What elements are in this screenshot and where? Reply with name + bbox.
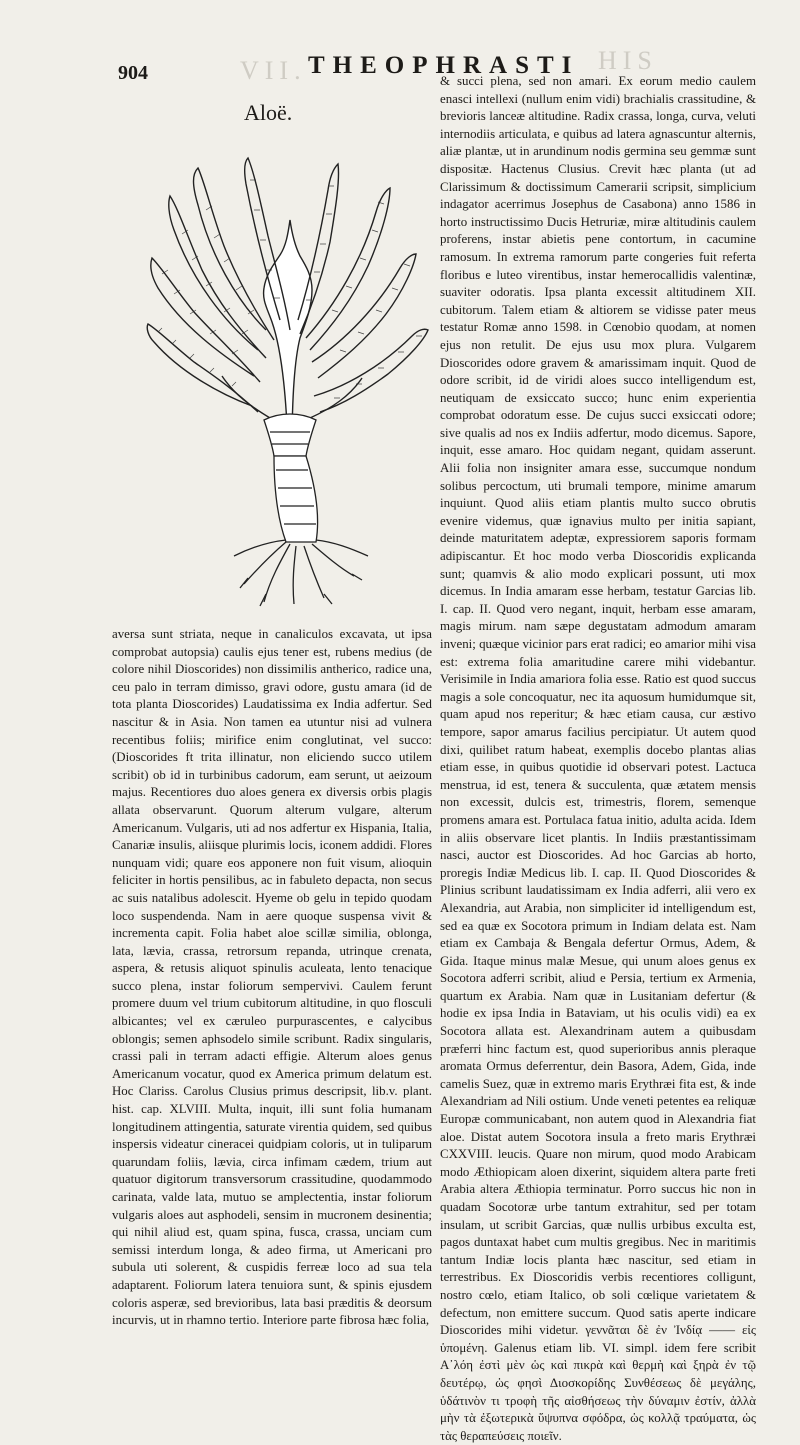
page-number: 904 xyxy=(118,62,148,84)
paragraph: & succi plena, sed non amari. Ex eorum medio caulem enasci intellexi (nullum enim vidi) brachialis crassitudine, & brevioris lanceæ altitudine. Radix crassa, longa, curva, veluti internodiis articulata, e quibus ad latera agnascuntur alternis, aliæ plantæ, ut in arundinum nodis germina seu gemmæ sunt dispositæ. Hactenus Clusius. Crevit hæc planta (ut ad Clarissimum & doctissimum Camerarii scripsit, simplicium indagator acerrimus Josephus de Casabona) anno 1586 in horto instructissimo Ducis Hetruriæ, miræ altitudinis caulem proferens, instar abietis pene contortum, in cacumine ramosum. In extrema ramorum parte congeries fuit referta floribus e luteo virentibus, instar hemerocallidis valentinæ, suaviter odoratis. Ipsa planta excessit altitudinem XII. cubitorum. Talem etiam & altiorem se vidisse pater meus testatur Romæ anno 1598. in Cœnobio quodam, at nomen ejus non retulit. De ejus usu mox plura. Vulgarem Dioscorides odore gravem & amarissimam inquit. Quod de odore scribit, id de viridi aloes succo intelligendum est, neutiquam de exsiccato succo; hunc enim experientia comprobat odoratum esse. De cujus succi exsiccati odore; sive qualis ad nos ex Indiis adfertur, modo dicemus. Sapore, inquit, esse amaro. Hoc quidam negant, quidam asserunt. Alii folia non insigniter amara esse, succumque nondum solibus percoctum, uti brumali tempore, minime amarum inquiunt. Quod aliis etiam plantis multo succo obrutis evenire videmus, quæ ignavius multo per initia sapiant, deinde maturitatem adeptæ, expressiorem saporis formam adipiscantur. Et hoc modo verba Dioscoridis explicanda sunt; quamvis & alio modo explicari possunt, uti mox dicemus. In India amaram esse herbam, testatur Garcias lib. I. cap. II. Quod vero negant, inquit, herbam esse amaram, magis mirum. nam sæpe degustatam admodum amaram inveni; quæque vicinior pars erat radici; eo amarior mihi visa est: extrema folia amaritudine carere mihi videbantur. Verisimile in India amariora folia esse. Ratio est quod succus magis a sole concoquatur, nec ita aquosum humidumque sit, quam apud nos reperitur; & hæc etiam causa, cur æstivo tempore, sapor amarus facilius percipiatur. Ut autem quod dixi, quilibet ratum habeat, exemplis docebo plantas alias etiam esse, in quibus quotidie id observari potest. Lactuca menstrua, id est, tenera & succulenta, quæ ætatem mensis non excessit, dulcis est, trimestris, florem, semenque promens amara est. Portulaca fatua initio, adulta acida. Idem in aliis observare licet plantis. In Indiis præstantissimam nasci, auctor est Dioscorides. Ad hoc Garcias ab horto, proregis Indiæ Medicus lib. I. cap. II. Quod Dioscorides & Plinius scribunt laudatissimam ex India adferri, alii vero ex Alexandria, aut Arabia, non simpliciter id intelligendum est, sed ea quæ ex Socotora primum in Indiam delata est. Nam etiam ex Cambaja & Bengala defertur Ormus, Adem, & Gida. Itaque minus malæ Mesue, qui unum aloes genus ex Socotora adferri scribit, aliud e Persia, tertium ex Armenia, quartum ex Arabia. Nam quæ in Lusitaniam defertur (& hodie ex ipsa India in Bataviam, ut his oculis vidi) ea ex Socotora allata est. Alexandrinam autem a quibusdam præferri hinc factum est, quod superioribus annis pleraque aromata Ormus deferrentur, dein Basora, Adem, Gida, inde camelis Suez, quæ in extremo maris Erythræi fita est, & inde Alexandriam ad Nili ostium. Unde veneti petentes ea reliquæ Europæ communicabant, non autem quod in Alexandria fiat aloe. Distat autem Socotora insula a freto maris Erythræi CXXVIII. leucis. Quare non mirum, quod modo Arabicam modo Æthiopicam aloen dixerint, siquidem altera parte freti Arabia altera Æthiopia terminatur. Porro succus hic non in quadam Socotoræ urbe tantum extrahitur, sed per totam insulam, ut scribit Garcias, quæ nullis urbibus exculta est, pagos duntaxat habet cum multis gregibus. Nec in maritimis tantum Indiæ locis planta hæc nascitur, sed etiam in terrestribus. Ex Dioscoridis verbis recentiores colligunt, nostro cœlo, etiam Italico, ob soli cœlique varietatem & defectum, non emittere succum. Quod satis aperte indicare Dioscorides mihi videtur. γεννᾶται δὲ ἐν Ἰνδίᾳ —— εἰς ὑπομένη. Galenus etiam lib. VI. simpl. idem fere scribit Α᾽λόη ἐστὶ μὲν ὡς καὶ πικρὰ καὶ θερμὴ καὶ ξηρὰ ἐν τῷ δευτέρῳ, ὡς φησὶ Διοσκορίδης Συνθέσεως δὲ μεγάλης, ὑδάτινὸν τι τροφὴ τῆς αἰσθήσεως τὴν δύναμιν ἐστίν, ἀλλὰ μὴν τὰ ἐξωτερικὰ ὕψυπνα σφόδρα, ὡς κολλᾷ τραύματα, ὡς τὰς θεραπεύσεις ποιεῖν. xyxy=(440,74,756,1443)
show-through-text-left: VII. xyxy=(240,56,307,85)
left-text-column xyxy=(112,626,432,1330)
right-text-column xyxy=(440,73,756,1445)
show-through-text-right: HIS xyxy=(598,46,658,75)
figure-caption: Aloë. xyxy=(244,100,293,125)
running-head: THEOPHRASTI xyxy=(308,52,580,79)
aloe-illustration xyxy=(140,150,440,610)
paragraph: aversa sunt striata, neque in canaliculos excavata, ut ipsa comprobat autopsia) caulis ejus tener est, rubens medius (de colore nihil Dioscorides) non dissimilis antherico, radice una, ceu palo in terram dimisso, gravi odore, gustu amara (id de tota planta Dioscorides) Laudatissima ex India adfertur. Sed nascitur & in Asia. Non tamen ea utuntur nisi ad vulnera recentibus foliis; mirifice enim conglutinat, vel succo: (Dioscorides ft trita illinatur, non eliciendo succo utilem scribit) ob id in turbinibus cadorum, eam serunt, ut aeizoum majus. Recentiores duo aloes genera ex diversis orbis plagis allata observarunt. Quorum alterum vulgare, alterum Americanum. Vulgaris, uti ad nos adfertur ex Hispania, Italia, Canariæ insulis, aliisque plurimis locis, iconem addidi. Flores nunquam vidi; quare eos apponere non fuit visum, alioquin feliciter in hortis pensilibus, ac in fabuleto depacta, non secus ac suis natalibus adolescit. Hyeme ob gelu in tepido quodam loco suspendenda. Nam in aere quoque suspensa vivit & incrementa capit. Folia habet aloe scillæ similia, oblonga, lata, lævia, crassa, retrorsum repanda, utrinque crenata, aspera, & retusis aliquot spinulis aculeata, lento tenacique succo plena, instar foliorum sempervivi. Caulem ferunt promere duum vel trium cubitorum altitudine, in quo flosculi albicantes; vel ex cæruleo purpurascentes, e calycibus oblongis; semen aphsodelo simile scribunt. Radix singularis, crassi pali in terram adacti effigie. Alterum aloes genus Americanum vocatur, quod ex America primum delatum est. Hoc Clariss. Carolus Clusius primus descripsit, lib.v. plant. hist. cap. XLVIII. Multa, inquit, illi sunt folia humanam longitudinem attingentia, saturate virentia quidem, sed quibus inspersis videatur cineracei quidpiam coloris, ut in tuliparum quarundam foliis, lævia, circa infimam cædem, trium aut quatuor digitorum transversorum crassitudine, quodammodo carinata, valde lata, mutuo se amplectentia, instar foliorum vulgaris aloes aut asphodeli, sensim in mucronem desinentia; qui nihil aliud est, quam spina, fusca, crassa, unciam cum semissi interdum longa, & adeo firma, ut Americani pro subula uti solerent, & cuspidis ferreæ loco ad sua tela adaptarent. Foliorum latera tenuiora sunt, & spinis ejusdem coloris asperæ, sed brevioribus, lata basi præditis & deorsum incurvis, ut in rhamno tertio. Interiore parte fibrosa hæc folia, xyxy=(112,627,432,1328)
